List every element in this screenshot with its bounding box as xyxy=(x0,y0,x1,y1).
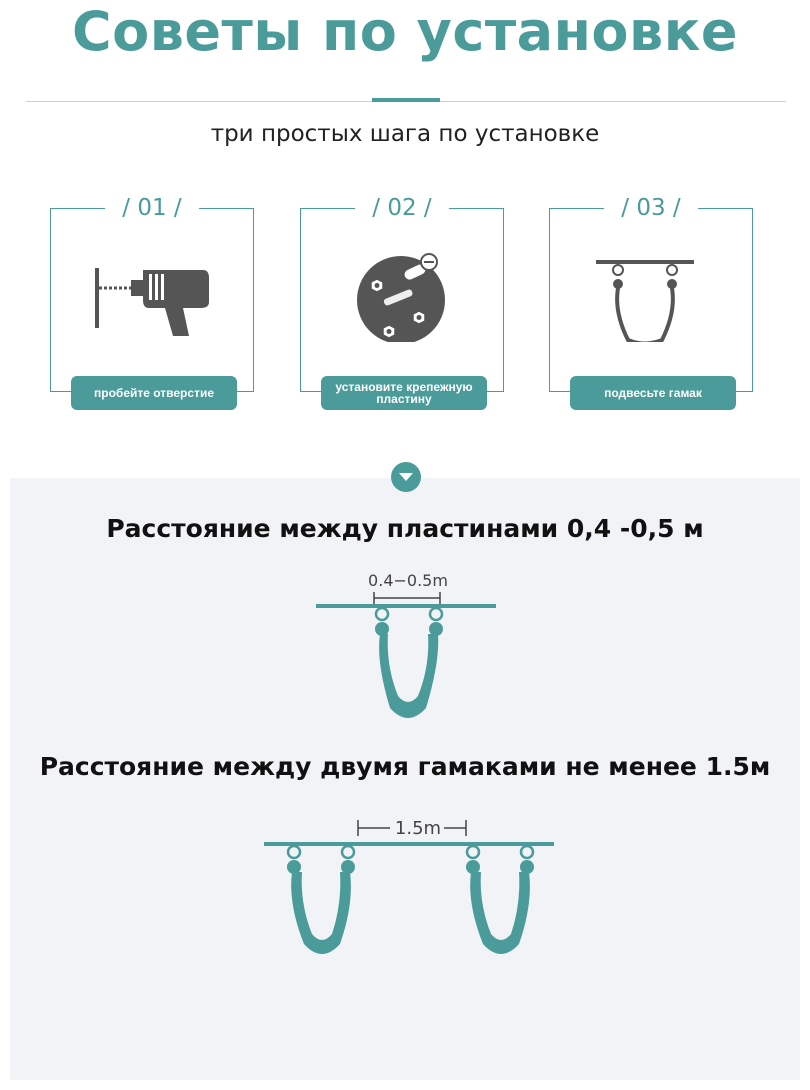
two-hammocks-diagram xyxy=(260,812,560,972)
divider-accent xyxy=(372,98,440,102)
step-card-1 xyxy=(50,195,254,400)
section-heading-plate-distance: Расстояние между пластинами 0,4 -0,5 м xyxy=(106,514,704,543)
step-label: подвесьте гамак xyxy=(570,376,736,410)
section-heading-hammock-distance: Расстояние между двумя гамаками не менее 1.5м xyxy=(39,752,771,781)
drill-icon xyxy=(93,252,213,342)
page-title: Советы по установке xyxy=(72,0,738,63)
chevron-down-icon xyxy=(391,462,421,492)
step-number: / 01 / xyxy=(122,195,182,221)
dimension-label: 1.5m xyxy=(394,818,442,839)
step-card-2 xyxy=(300,195,504,406)
mounting-plate-icon xyxy=(343,252,463,342)
dimension-label: 0.4−0.5m xyxy=(368,571,448,590)
step-number: / 03 / xyxy=(621,195,681,221)
hammock-icon xyxy=(592,252,712,342)
step-number: / 02 / xyxy=(372,195,432,221)
step-label: установите крепежную пластину xyxy=(321,376,487,410)
step-card-3 xyxy=(549,195,753,400)
hammock-right xyxy=(466,846,534,954)
step-label: пробейте отверстие xyxy=(71,376,237,410)
page-subtitle: три простых шага по установке xyxy=(210,121,600,147)
hammock-left xyxy=(287,846,355,954)
single-hammock-diagram xyxy=(300,566,510,732)
